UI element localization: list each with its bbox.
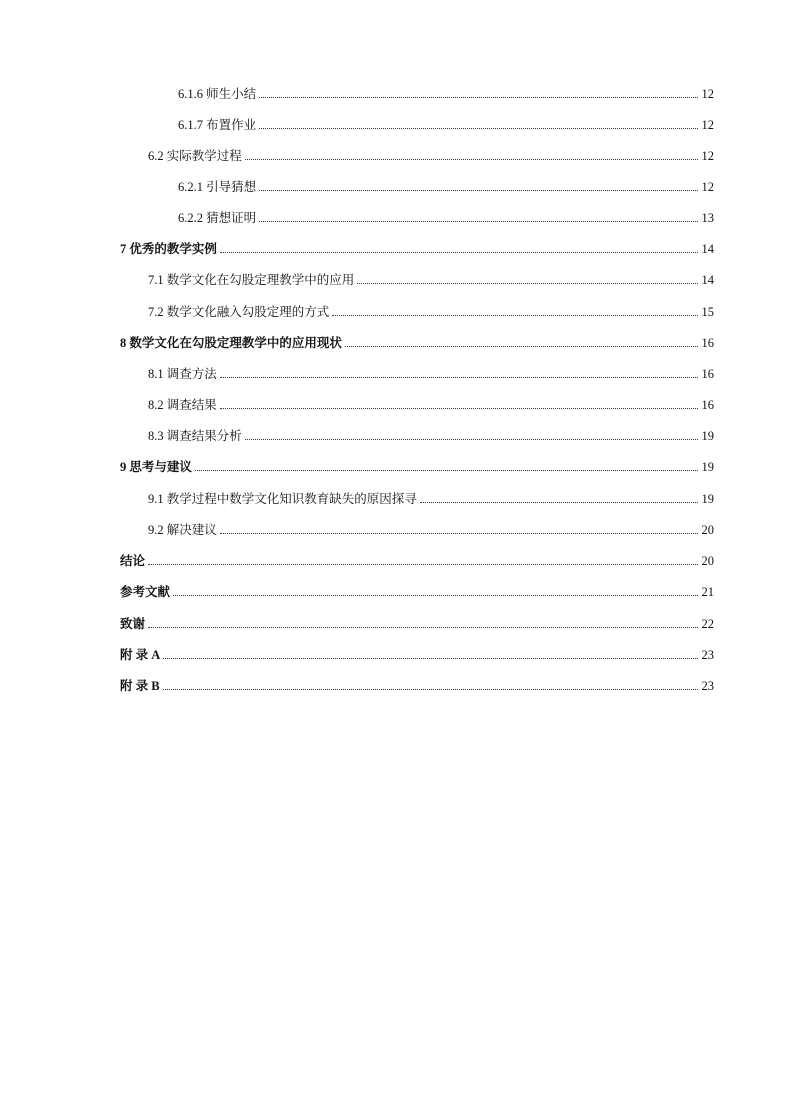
toc-entry-page: 19 — [701, 492, 714, 506]
toc-entry-page: 12 — [701, 87, 714, 101]
toc-leader-dots — [259, 221, 698, 222]
toc-entry-page: 19 — [701, 460, 714, 474]
toc-leader-dots — [173, 595, 698, 596]
toc-entry-label: 附 录 B — [120, 679, 160, 693]
toc-entry-label: 7.2 数学文化融入勾股定理的方式 — [148, 305, 330, 319]
toc-entry-appendix-b[interactable] — [120, 674, 714, 694]
toc-entry-label: 参考文献 — [120, 585, 171, 599]
toc-leader-dots — [220, 252, 698, 253]
toc-entry-7-1[interactable] — [148, 268, 714, 288]
toc-entry-label: 8.2 调查结果 — [148, 398, 217, 412]
toc-leader-dots — [163, 658, 698, 659]
toc-entry-page: 12 — [701, 149, 714, 163]
toc-entry-page: 23 — [701, 679, 714, 693]
toc-leader-dots — [148, 627, 698, 628]
toc-entry-7[interactable] — [120, 237, 714, 257]
toc-entry-page: 12 — [701, 180, 714, 194]
toc-entry-8-3[interactable] — [148, 424, 714, 444]
toc-entry-8[interactable] — [120, 331, 714, 351]
toc-entry-label: 致谢 — [120, 617, 146, 631]
toc-entry-label: 6.1.7 布置作业 — [178, 118, 257, 132]
toc-entry-6-1-6[interactable] — [178, 82, 714, 102]
toc-entry-page: 15 — [701, 305, 714, 319]
toc-entry-label: 9.2 解决建议 — [148, 523, 217, 537]
toc-leader-dots — [245, 159, 698, 160]
toc-leader-dots — [259, 190, 698, 191]
toc-entry-8-2[interactable] — [148, 393, 714, 413]
toc-entry-label: 附 录 A — [120, 648, 161, 662]
toc-entry-6-1-7[interactable] — [178, 113, 714, 133]
toc-entry-label: 6.2 实际教学过程 — [148, 149, 242, 163]
toc-entry-label: 8.3 调查结果分析 — [148, 429, 242, 443]
toc-entry-page: 23 — [701, 648, 714, 662]
toc-leader-dots — [245, 439, 698, 440]
toc-entry-page: 16 — [701, 336, 714, 350]
toc-entry-references[interactable] — [120, 580, 714, 600]
toc-entry-6-2-2[interactable] — [178, 206, 714, 226]
toc-entry-page: 14 — [701, 242, 714, 256]
toc-entry-6-2[interactable] — [148, 144, 714, 164]
toc-leader-dots — [357, 283, 698, 284]
toc-entry-page: 16 — [701, 367, 714, 381]
toc-leader-dots — [195, 470, 698, 471]
toc-entry-page: 22 — [701, 617, 714, 631]
toc-entry-9-1[interactable] — [148, 487, 714, 507]
toc-entry-7-2[interactable] — [148, 300, 714, 320]
toc-entry-8-1[interactable] — [148, 362, 714, 382]
toc-entry-page: 13 — [701, 211, 714, 225]
toc-entry-label: 7 优秀的教学实例 — [120, 242, 217, 256]
toc-entry-page: 20 — [701, 554, 714, 568]
toc-leader-dots — [220, 377, 698, 378]
toc-leader-dots — [220, 533, 698, 534]
toc-entry-page: 19 — [701, 429, 714, 443]
toc-leader-dots — [332, 315, 698, 316]
toc-leader-dots — [345, 346, 698, 347]
toc-entry-label: 6.2.1 引导猜想 — [178, 180, 257, 194]
toc-entry-page: 16 — [701, 398, 714, 412]
toc-entry-page: 14 — [701, 273, 714, 287]
toc-entry-label: 8.1 调查方法 — [148, 367, 217, 381]
toc-entry-page: 20 — [701, 523, 714, 537]
toc-entry-label: 7.1 数学文化在勾股定理教学中的应用 — [148, 273, 355, 287]
toc-entry-9-2[interactable] — [148, 518, 714, 538]
toc-entry-9[interactable] — [120, 455, 714, 475]
toc-entry-page: 12 — [701, 118, 714, 132]
toc-entry-acknowledgements[interactable] — [120, 612, 714, 632]
toc-entry-label: 9.1 教学过程中数学文化知识教育缺失的原因探寻 — [148, 492, 417, 506]
toc-entry-label: 结论 — [120, 554, 146, 568]
toc-leader-dots — [220, 408, 698, 409]
toc-entry-conclusion[interactable] — [120, 549, 714, 569]
toc-leader-dots — [420, 502, 698, 503]
toc-entry-label: 6.1.6 师生小结 — [178, 87, 257, 101]
toc-entry-6-2-1[interactable] — [178, 175, 714, 195]
toc-entry-appendix-a[interactable] — [120, 643, 714, 663]
toc-entry-label: 8 数学文化在勾股定理教学中的应用现状 — [120, 336, 342, 350]
toc-leader-dots — [259, 97, 698, 98]
toc-entry-page: 21 — [701, 585, 714, 599]
toc-leader-dots — [163, 689, 698, 690]
toc-entry-label: 9 思考与建议 — [120, 460, 192, 474]
toc-entry-label: 6.2.2 猜想证明 — [178, 211, 257, 225]
toc-leader-dots — [148, 564, 698, 565]
toc-leader-dots — [259, 128, 698, 129]
